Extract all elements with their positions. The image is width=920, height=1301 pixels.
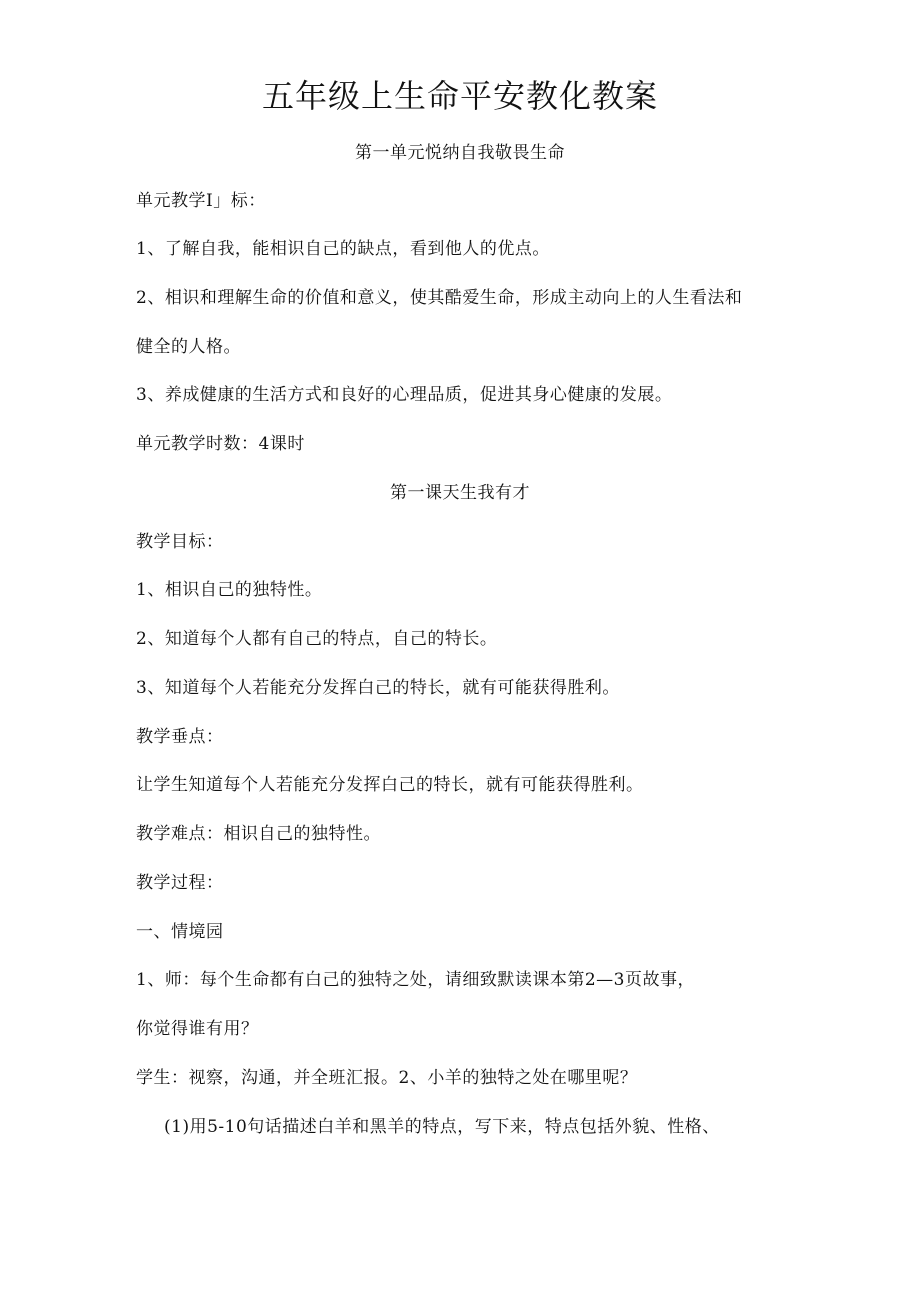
objectives-heading: 教学目标：: [136, 532, 224, 552]
unit-goal-2: 2、相识和理解生命的价值和意义，使其酷爱生命，形成主动向上的人生看法和: [136, 288, 743, 308]
process-line-2: 你觉得谁有用？: [136, 1019, 259, 1039]
unit-goal-2-cont: 健全的人格。: [136, 337, 241, 357]
key-point-heading: 教学垂点：: [136, 727, 224, 747]
objective-1: 1、相识自己的独特性。: [136, 580, 323, 600]
process-line-3: 学生：视察，沟通，并全班汇报。2、小羊的独特之处在哪里呢？: [136, 1068, 638, 1088]
unit-goal-1: 1、了解自我，能相识自己的缺点，看到他人的优点。: [136, 239, 550, 259]
document-title: 五年级上生命平安教化教案: [261, 77, 658, 115]
unit-title: 第一单元悦纳自我敬畏生命: [355, 143, 565, 163]
key-point: 让学生知道每个人若能充分发挥白己的特长，就有可能获得胜利。: [136, 775, 644, 795]
process-line-1: 1、师：每个生命都有白己的独特之处，请细致默读课本第2—3页故事，: [136, 970, 695, 990]
unit-hours: 单元教学时数：4课时: [136, 434, 305, 454]
objective-2: 2、知道每个人都有自己的特点，自己的特长。: [136, 629, 498, 649]
unit-goals-heading: 单元教学I」标：: [136, 191, 266, 211]
section-one: 一、情境园: [136, 922, 224, 942]
process-line-4: (1)用5-10句话描述白羊和黑羊的特点，写下来，特点包括外貌、性格、: [164, 1117, 720, 1137]
unit-goal-3: 3、养成健康的生活方式和良好的心理品质，促进其身心健康的发展。: [136, 385, 673, 405]
lesson-title: 第一课天生我有才: [390, 483, 530, 503]
objective-3: 3、知道每个人若能充分发挥白己的特长，就有可能获得胜利。: [136, 678, 620, 698]
process-heading: 教学过程：: [136, 873, 224, 893]
difficulty: 教学难点：相识自己的独特性。: [136, 824, 381, 844]
